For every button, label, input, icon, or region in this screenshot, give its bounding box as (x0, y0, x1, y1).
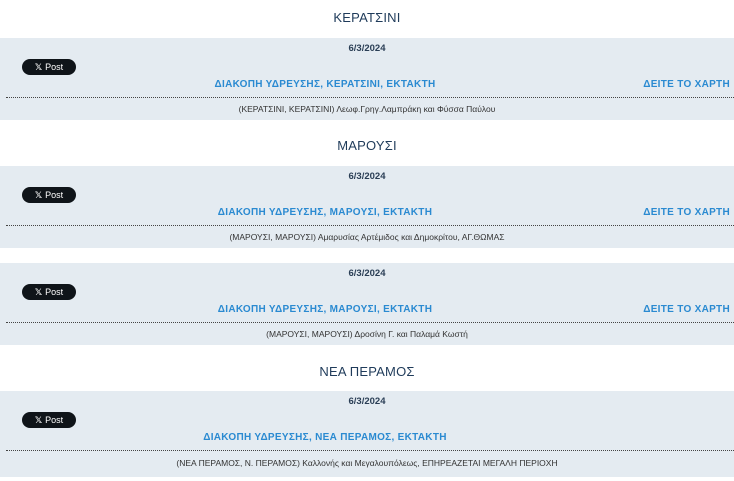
x-logo-icon: 𝕏 (34, 286, 43, 297)
dotted-divider (6, 225, 734, 226)
outage-title-link[interactable]: ΔΙΑΚΟΠΗ ΥΔΡΕΥΣΗΣ, ΝΕΑ ΠΕΡΑΜΟΣ, ΕΚΤΑΚΤΗ (203, 432, 447, 443)
x-post-label: Post (45, 415, 64, 425)
x-logo-icon: 𝕏 (34, 189, 43, 200)
x-post-button[interactable] (22, 59, 76, 75)
outage-date: 6/3/2024 (348, 171, 386, 182)
outage-title-link[interactable]: ΔΙΑΚΟΠΗ ΥΔΡΕΥΣΗΣ, ΜΑΡΟΥΣΙ, ΕΚΤΑΚΤΗ (217, 207, 433, 218)
outage-date: 6/3/2024 (348, 268, 386, 279)
dotted-divider (6, 322, 734, 323)
x-post-label: Post (45, 190, 64, 200)
outage-address: (ΜΑΡΟΥΣΙ, ΜΑΡΟΥΣΙ) Δροσίνη Γ. και Παλαμά Κωστή (266, 329, 468, 339)
outage-address: (ΝΕΑ ΠΕΡΑΜΟΣ, Ν. ΠΕΡΑΜΟΣ) Καλλονής και Μεγαλουπόλεως, ΕΠΗΡΕΑΖΕΤΑΙ ΜΕΓΑΛΗ ΠΕΡΙΟΧΗ (176, 458, 558, 468)
dotted-divider (6, 97, 734, 98)
x-logo-icon: 𝕏 (34, 61, 43, 72)
outage-date: 6/3/2024 (348, 43, 386, 54)
x-post-button[interactable] (22, 412, 76, 428)
x-post-label: Post (45, 62, 64, 72)
dotted-divider (6, 450, 734, 451)
region-heading-nea-peramos: ΝΕΑ ΠΕΡΑΜΟΣ (319, 364, 415, 379)
x-post-button[interactable] (22, 187, 76, 203)
view-map-link[interactable]: ΔΕΙΤΕ ΤΟ ΧΑΡΤΗ (643, 304, 730, 315)
x-post-button[interactable] (22, 284, 76, 300)
outage-title-link[interactable]: ΔΙΑΚΟΠΗ ΥΔΡΕΥΣΗΣ, ΜΑΡΟΥΣΙ, ΕΚΤΑΚΤΗ (217, 304, 433, 315)
outage-card (0, 391, 734, 477)
outage-card (0, 263, 734, 345)
x-logo-icon: 𝕏 (34, 414, 43, 425)
outage-address: (ΚΕΡΑΤΣΙΝΙ, ΚΕΡΑΤΣΙΝΙ) Λεωφ.Γρηγ.Λαμπράκη και Φύσσα Παύλου (238, 104, 496, 114)
outage-title-link[interactable]: ΔΙΑΚΟΠΗ ΥΔΡΕΥΣΗΣ, ΚΕΡΑΤΣΙΝΙ, ΕΚΤΑΚΤΗ (214, 79, 436, 90)
view-map-link[interactable]: ΔΕΙΤΕ ΤΟ ΧΑΡΤΗ (643, 207, 730, 218)
region-heading-marousi: ΜΑΡΟΥΣΙ (337, 138, 397, 153)
outage-address: (ΜΑΡΟΥΣΙ, ΜΑΡΟΥΣΙ) Αμαρυσίας Αρτέμιδος και Δημοκρίτου, ΑΓ.ΘΩΜΑΣ (229, 232, 505, 242)
outage-date: 6/3/2024 (348, 396, 386, 407)
region-heading-keratsini: ΚΕΡΑΤΣΙΝΙ (333, 10, 401, 25)
view-map-link[interactable]: ΔΕΙΤΕ ΤΟ ΧΑΡΤΗ (643, 79, 730, 90)
outage-card (0, 166, 734, 248)
x-post-label: Post (45, 287, 64, 297)
outage-card (0, 38, 734, 120)
